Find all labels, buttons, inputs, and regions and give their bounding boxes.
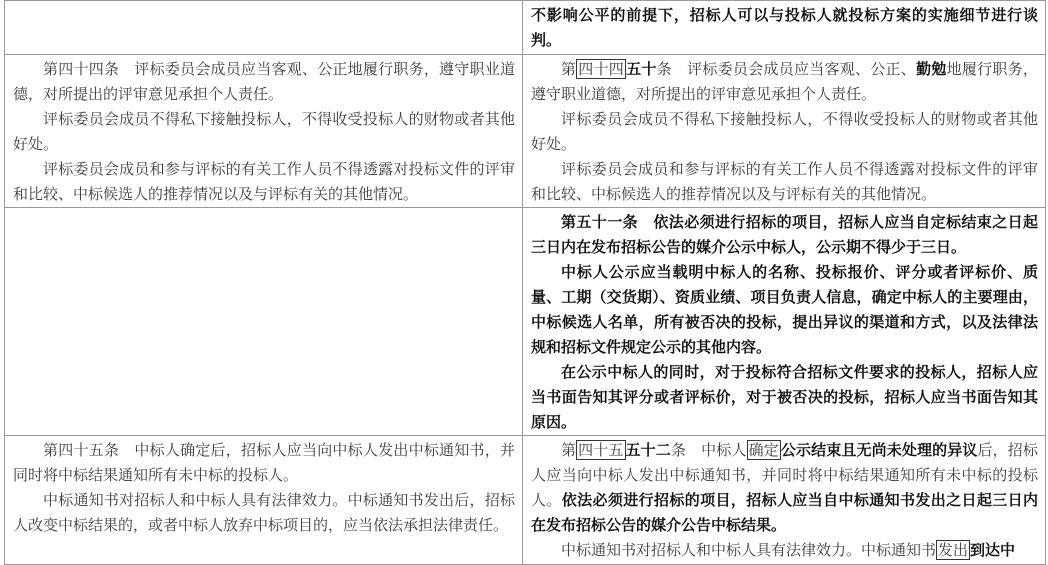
text: 后，招标人应当向中标人发出中标通知书，并同时将中标结果通知所有未中标的投标人。	[531, 441, 1038, 509]
paragraph: 不影响公平的前提下，招标人可以与投标人就投标方案的实施细节进行谈判。	[531, 6, 1038, 49]
table-row	[5, 55, 1046, 208]
text: 条 中标人	[670, 441, 747, 459]
table-row	[5, 436, 1046, 565]
left-cell	[5, 1, 523, 55]
deleted-number-box: 四十四	[578, 60, 625, 78]
table-row	[5, 1, 1046, 55]
article-52-new	[531, 438, 1038, 538]
article-45-old: 第四十五条 中标人确定后，招标人应当向中标人发出中标通知书，并同时将中标结果通知所有未中标的投标人。	[13, 441, 515, 484]
paragraph: 评标委员会成员不得私下接触投标人，不得收受投标人的财物或者其他好处。	[531, 110, 1038, 153]
text: 地履行职务，遵守职业道德，对所提出的评审意见承担个人责任。	[531, 60, 1038, 103]
text: 第	[561, 60, 577, 78]
text: 第	[561, 441, 577, 459]
left-cell	[5, 436, 523, 565]
inserted-text: 勤勉	[916, 60, 947, 78]
right-cell	[523, 1, 1046, 55]
right-cell	[523, 436, 1046, 565]
inserted-number: 五十二	[625, 441, 671, 459]
paragraph	[531, 538, 1038, 563]
deleted-number-box: 四十五	[578, 441, 624, 459]
inserted-number: 五十	[626, 60, 657, 78]
left-cell	[5, 208, 523, 436]
table-row	[5, 208, 1046, 436]
paragraph: 评标委员会成员不得私下接触投标人，不得收受投标人的财物或者其他好处。	[13, 110, 515, 153]
inserted-text: 依法必须进行招标的项目，招标人应当自中标通知书发出之日起三日内在发布招标公告的媒介公告中标结果。	[531, 491, 1038, 534]
paragraph: 评标委员会成员和参与评标的有关工作人员不得透露对投标文件的评审和比较、中标候选人的推荐情况以及与评标有关的其他情况。	[531, 160, 1038, 203]
deleted-text-box: 确定	[748, 441, 779, 459]
paragraph: 中标通知书对招标人和中标人具有法律效力。中标通知书发出后，招标人改变中标结果的，或者中标人放弃中标项目的，应当依法承担法律责任。	[13, 491, 515, 534]
text: 条 评标委员会成员应当客观、公正、	[656, 60, 917, 78]
text: 中标通知书对招标人和中标人具有法律效力。中标通知书	[561, 541, 937, 559]
paragraph: 在公示中标人的同时，对于投标符合招标文件要求的投标人，招标人应当书面告知其评分或者评标价，对于被否决的投标，招标人应当书面告知其原因。	[531, 363, 1038, 431]
deleted-text-box: 发出	[938, 541, 969, 559]
left-cell	[5, 55, 523, 208]
right-cell	[523, 55, 1046, 208]
paragraph: 评标委员会成员和参与评标的有关工作人员不得透露对投标文件的评审和比较、中标候选人的推荐情况以及与评标有关的其他情况。	[13, 160, 515, 203]
article-44-old: 第四十四条 评标委员会成员应当客观、公正地履行职务，遵守职业道德，对所提出的评审意见承担个人责任。	[13, 60, 515, 103]
inserted-text: 到达中	[970, 541, 1016, 559]
article-50-new	[531, 57, 1038, 107]
article-51-new: 第五十一条 依法必须进行招标的项目，招标人应当自定标结束之日起三日内在发布招标公告的媒介公示中标人，公示期不得少于三日。	[531, 213, 1038, 256]
paragraph: 中标人公示应当载明中标人的名称、投标报价、评分或者评标价、质量、工期（交货期）、资质业绩、项目负责人信息，确定中标人的主要理由，中标候选人名单，所有被否决的投标，提出异议的渠道和方式，以及法律法规和招标文件规定公示的其他内容。	[531, 263, 1038, 356]
right-cell	[523, 208, 1046, 436]
comparison-table	[4, 0, 1046, 565]
inserted-text: 公示结束且无尚未处理的异议	[780, 441, 978, 459]
